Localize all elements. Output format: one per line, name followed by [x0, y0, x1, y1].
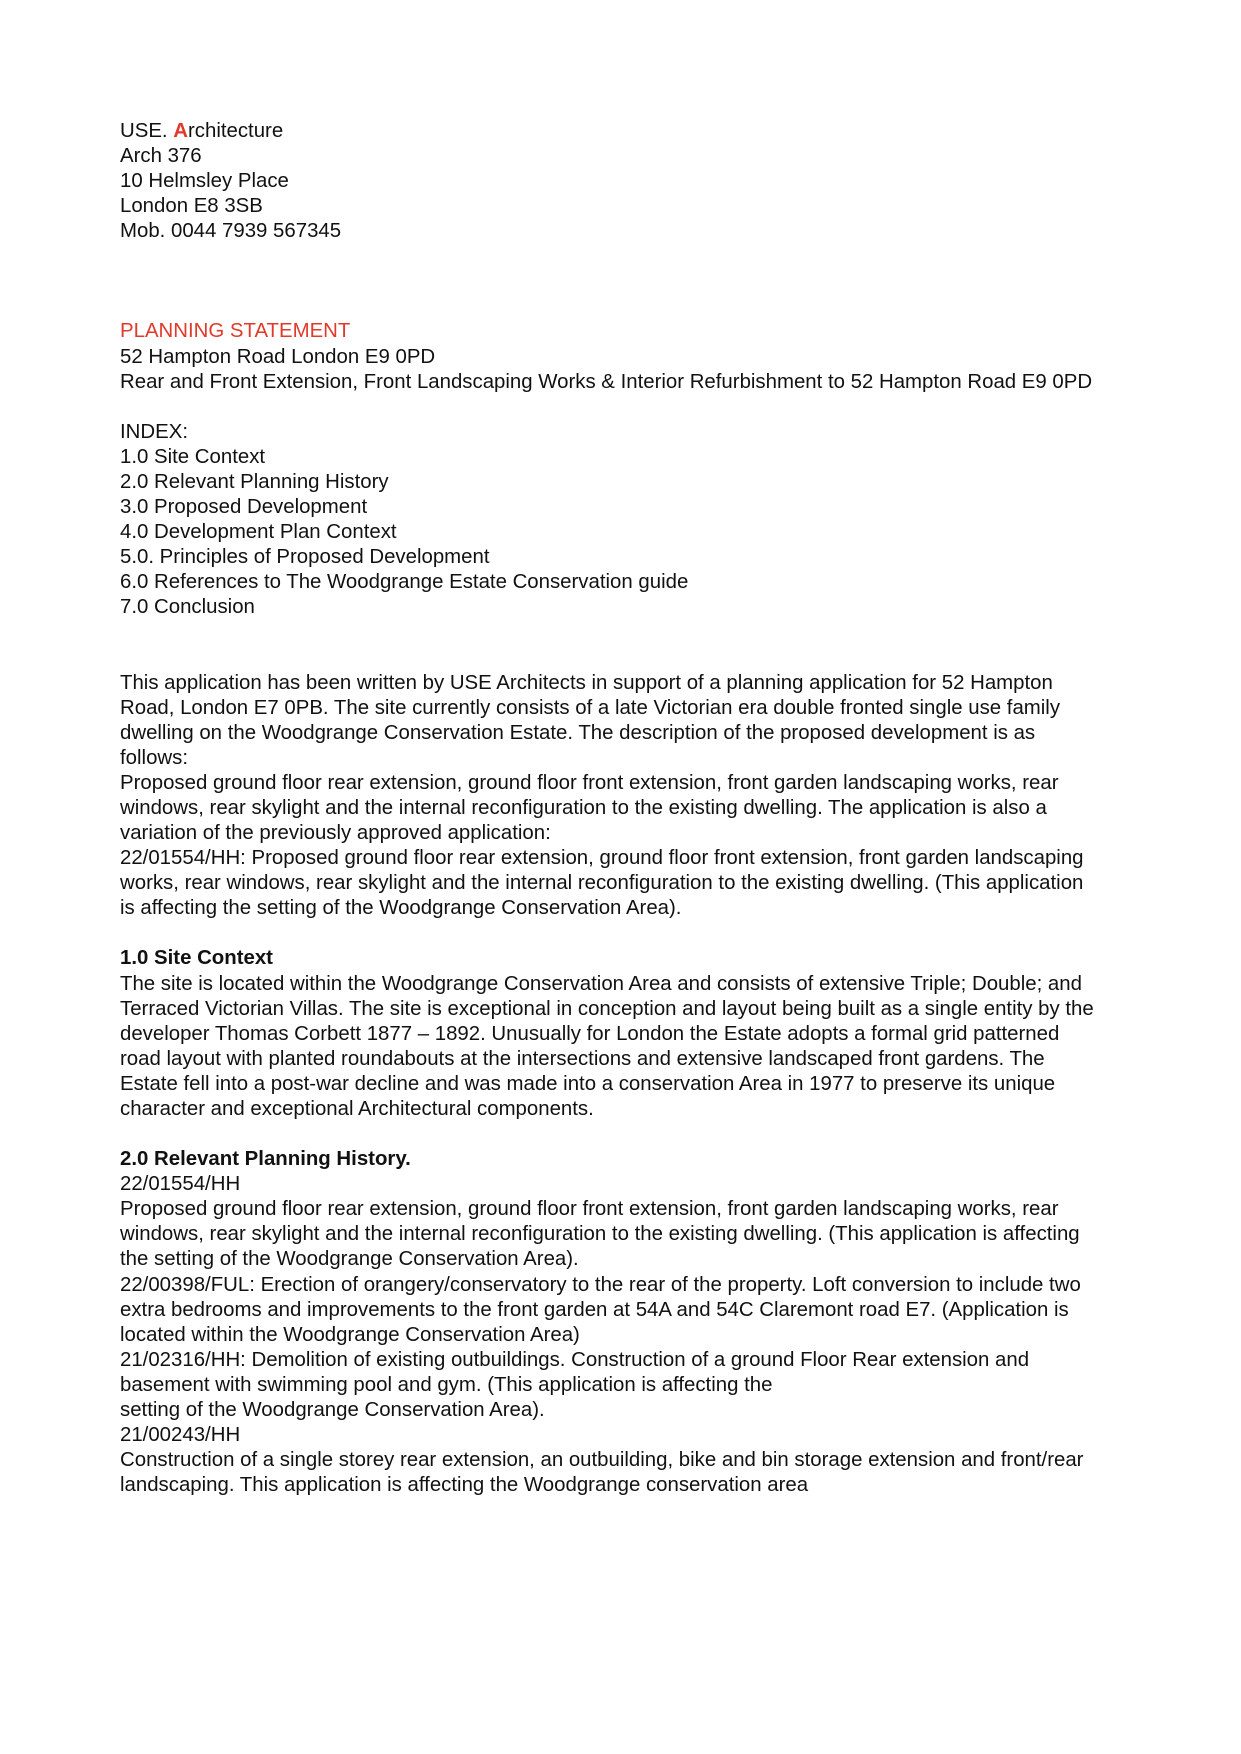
- statement-header: [120, 319, 1140, 394]
- text-line: Road, London E7 0PB. The site currently consists of a late Victorian era double fronted single use family: [120, 696, 1061, 719]
- text-line: 21/02316/HH: Demolition of existing outbuildings. Construction of a ground Floor Rear extension and: [120, 1348, 1030, 1371]
- text-line: 22/01554/HH: Proposed ground floor rear extension, ground floor front extension, front garden landscaping: [120, 847, 1084, 870]
- text-line: dwelling on the Woodgrange Conservation Estate. The description of the proposed development is as: [120, 721, 1036, 744]
- text-line: setting of the Woodgrange Conservation Area).: [120, 1399, 545, 1422]
- index-item: 3.0 Proposed Development: [120, 496, 368, 519]
- text-line: works, rear windows, rear skylight and the internal reconfiguration to the existing dwelling. (This application: [120, 872, 1084, 895]
- statement-title: PLANNING STATEMENT: [120, 320, 351, 343]
- document-page: [120, 119, 1140, 1498]
- statement-address: 52 Hampton Road London E9 0PD: [120, 345, 436, 368]
- company-suffix: rchitecture: [188, 120, 284, 142]
- company-accent-letter: A: [173, 120, 188, 142]
- text-line: character and exceptional Architectural components.: [120, 1098, 594, 1120]
- text-line: Estate fell into a post-war decline and was made into a conservation Area in 1977 to preserve its unique: [120, 1072, 1056, 1095]
- section-heading: 1.0 Site Context: [120, 947, 273, 970]
- text-line: is affecting the setting of the Woodgrange Conservation Area).: [120, 897, 682, 920]
- text-line: located within the Woodgrange Conservation Area): [120, 1323, 580, 1346]
- text-line: follows:: [120, 746, 188, 769]
- company-prefix: USE.: [120, 120, 174, 142]
- index-item: 1.0 Site Context: [120, 445, 266, 468]
- text-line: basement with swimming pool and gym. (This application is affecting the: [120, 1373, 773, 1396]
- text-line: The site is located within the Woodgrange Conservation Area and consists of extensive Triple; Double; and: [120, 972, 1082, 995]
- index-item: 6.0 References to The Woodgrange Estate Conservation guide: [120, 571, 689, 594]
- statement-subtitle: Rear and Front Extension, Front Landscaping Works & Interior Refurbishment to 52 Hampton Road E9 0PD: [120, 370, 1093, 393]
- index-item: 7.0 Conclusion: [120, 596, 255, 619]
- intro-paragraph: [120, 671, 1140, 922]
- text-line: windows, rear skylight and the internal reconfiguration to the existing dwelling. (This application is affecting: [120, 1223, 1080, 1246]
- text-line: Proposed ground floor rear extension, ground floor front extension, front garden landscaping works, rear: [120, 771, 1059, 794]
- text-line: 22/01554/HH: [120, 1173, 241, 1196]
- text-line: Terraced Victorian Villas. The site is exceptional in conception and layout being built as a single entity by the: [120, 997, 1094, 1020]
- text-line: developer Thomas Corbett 1877 – 1892. Unusually for London the Estate adopts a formal grid patterned: [120, 1022, 1060, 1045]
- text-line: This application has been written by USE Architects in support of a planning application for 52 Hampton: [120, 671, 1053, 694]
- site-context-section: [120, 946, 1140, 1122]
- text-line: extra bedrooms and improvements to the front garden at 54A and 54C Claremont road E7. (Application is: [120, 1298, 1069, 1321]
- text-line: 21/00243/HH: [120, 1424, 241, 1447]
- index-item: 5.0. Principles of Proposed Development: [120, 546, 490, 569]
- text-line: windows, rear skylight and the internal reconfiguration to the existing dwelling. The application is also a: [120, 796, 1047, 819]
- text-line: landscaping. This application is affecting the Woodgrange conservation area: [120, 1474, 809, 1497]
- text-line: Construction of a single storey rear extension, an outbuilding, bike and bin storage extension and front/rear: [120, 1449, 1084, 1472]
- text-line: road layout with planted roundabouts at the intersections and extensive landscaped front gardens. The: [120, 1047, 1045, 1070]
- text-line: 22/00398/FUL: Erection of orangery/conservatory to the rear of the property. Loft conversion to include two: [120, 1273, 1081, 1296]
- phone-line: Mob. 0044 7939 567345: [120, 220, 342, 243]
- company-name: [120, 119, 1140, 144]
- index-list: [120, 420, 1140, 621]
- letterhead: [120, 119, 1140, 244]
- text-line: the setting of the Woodgrange Conservation Area).: [120, 1248, 579, 1271]
- address-line: Arch 376: [120, 145, 202, 168]
- index-heading: INDEX:: [120, 420, 188, 443]
- address-line: London E8 3SB: [120, 195, 263, 218]
- text-line: Proposed ground floor rear extension, ground floor front extension, front garden landscaping works, rear: [120, 1198, 1059, 1221]
- index-item: 2.0 Relevant Planning History: [120, 470, 389, 493]
- planning-history-section: [120, 1147, 1140, 1498]
- address-line: 10 Helmsley Place: [120, 170, 289, 193]
- index-item: 4.0 Development Plan Context: [120, 521, 397, 544]
- section-heading: 2.0 Relevant Planning History.: [120, 1148, 411, 1171]
- text-line: variation of the previously approved application:: [120, 822, 551, 845]
